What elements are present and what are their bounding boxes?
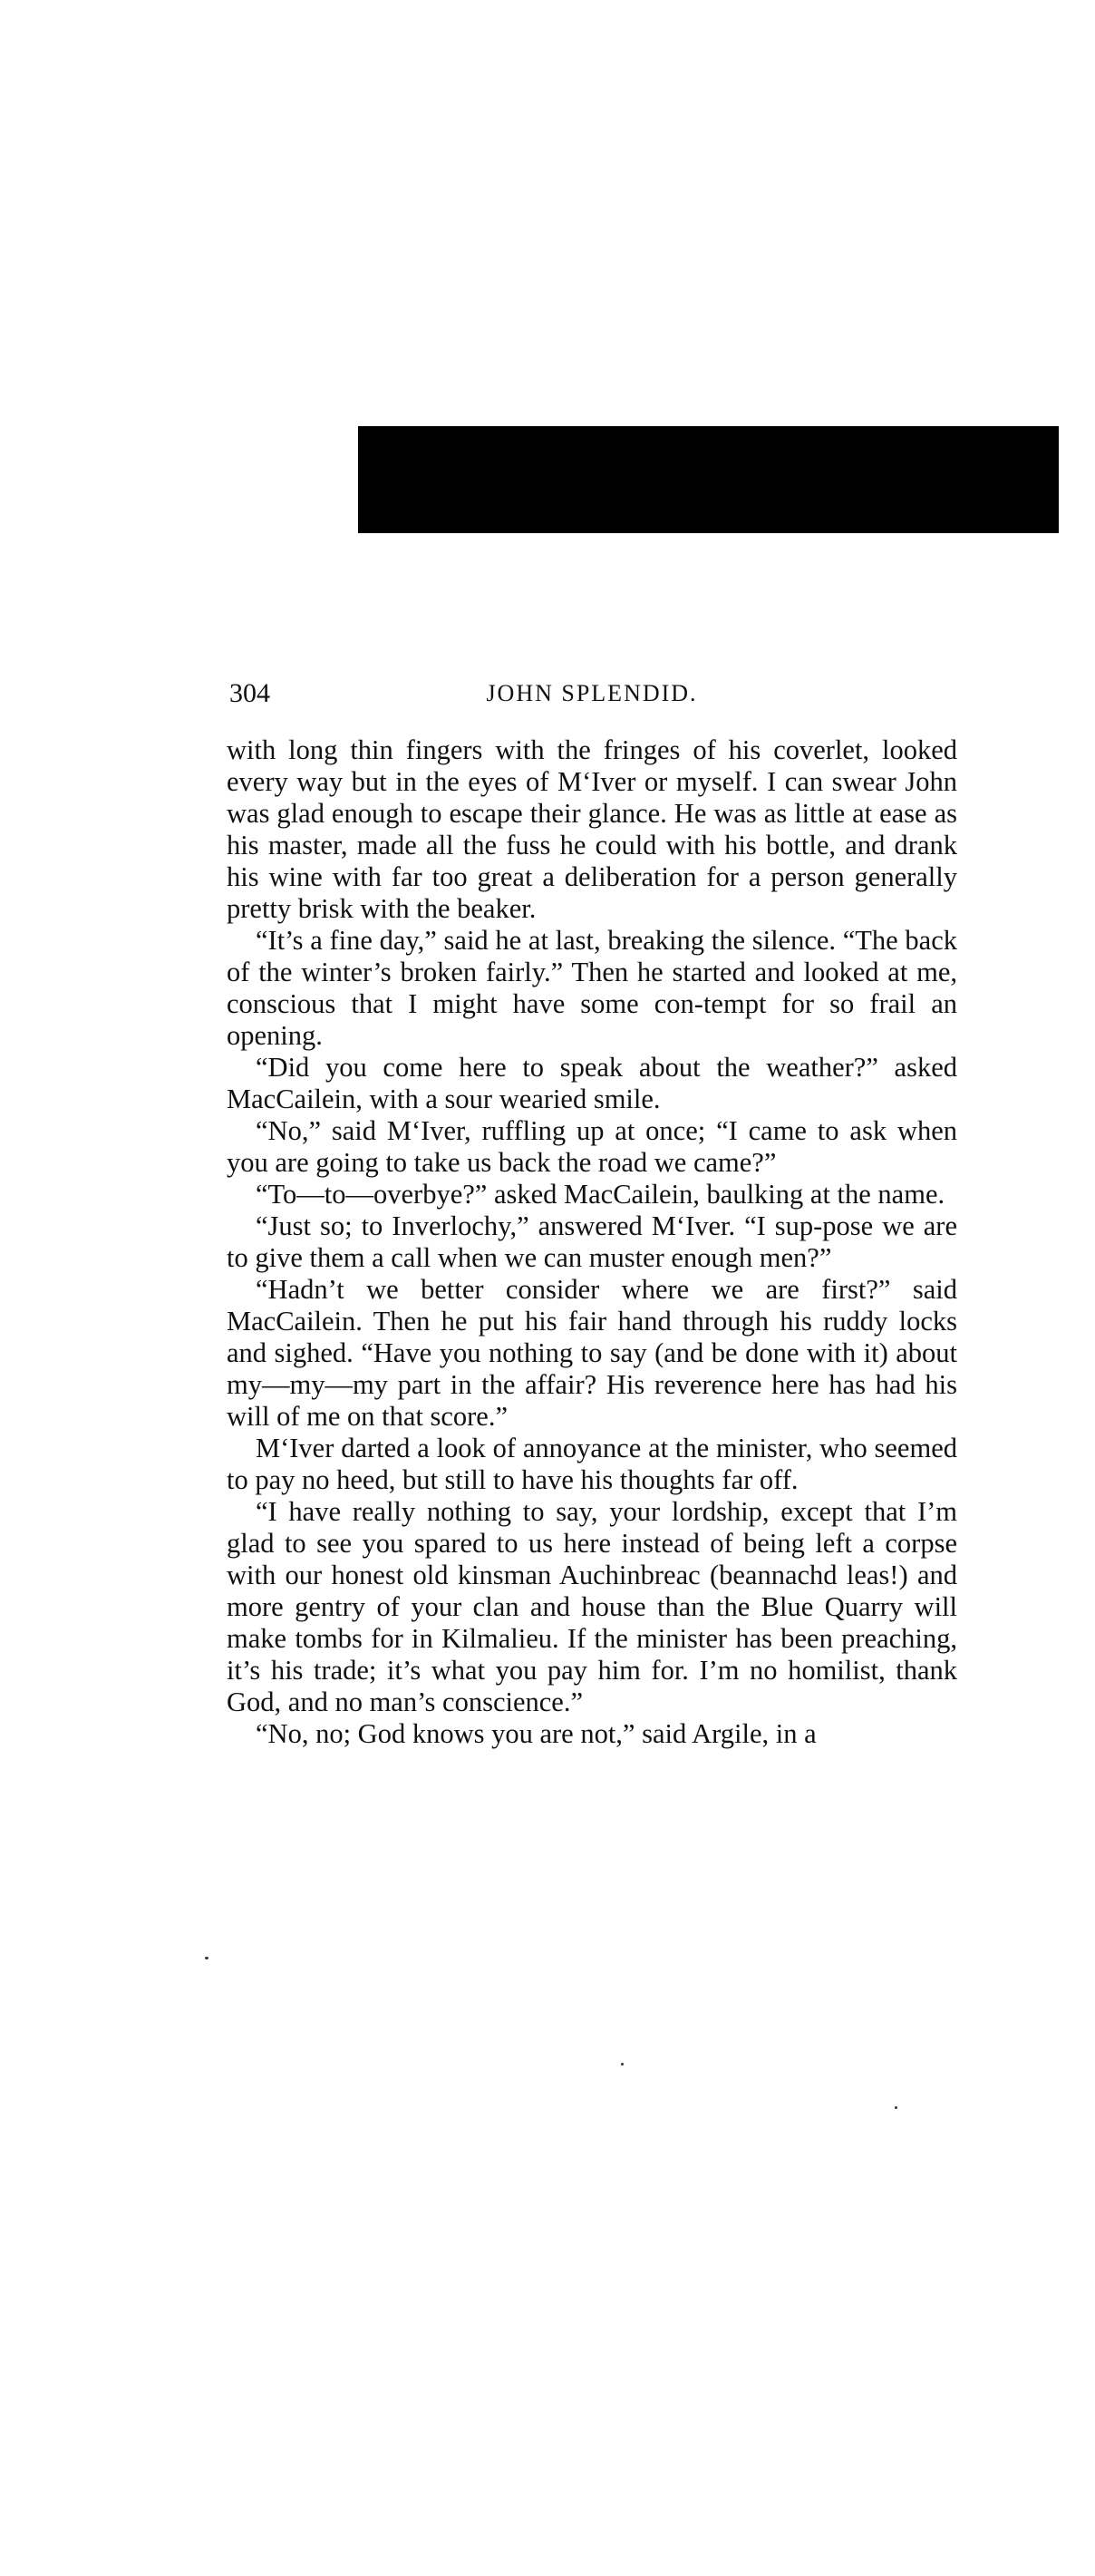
paragraph: “To—to—overbye?” asked MacCailein, baulking at the name. xyxy=(256,1179,945,1210)
scan-speck xyxy=(895,2106,897,2109)
redaction-bar xyxy=(358,426,1059,533)
paragraph: “Did you come here to speak about the weather?” asked MacCailein, with a sour wearied smile. xyxy=(227,1052,957,1114)
paragraph: “It’s a fine day,” said he at last, breaking the silence. “The back of the winter’s broken fairly.” Then he started and looked at me, conscious that I might have some con-tempt for so frail an opening. xyxy=(227,925,957,1051)
body-text xyxy=(227,734,957,1750)
running-title: JOHN SPLENDID. xyxy=(486,680,698,706)
paragraph: “Just so; to Inverlochy,” answered M‘Iver. “I sup-pose we are to give them a call when we can muster enough men?” xyxy=(227,1210,957,1273)
paragraph: “I have really nothing to say, your lordship, except that I’m glad to see you spared to us here instead of being left a corpse with our honest old kinsman Auchinbreac (beannachd leas!) and more gentry of your clan and house than the Blue Quarry will make tombs for in Kilmalieu. If the minister has been preaching, it’s his trade; it’s what you pay him for. I’m no homilist, thank God, and no man’s conscience.” xyxy=(227,1496,957,1717)
scan-speck xyxy=(205,1957,208,1959)
paragraph: “Hadn’t we better consider where we are first?” said MacCailein. Then he put his fair hand through his ruddy locks and sighed. “Have you nothing to say (and be done with it) about my—my—my part in the affair? His reverence here has had his will of me on that score.” xyxy=(227,1274,957,1432)
paragraph: “No, no; God knows you are not,” said Argile, in a xyxy=(256,1718,817,1749)
page-header xyxy=(227,678,957,714)
book-page xyxy=(227,678,957,1750)
paragraph: “No,” said M‘Iver, ruffling up at once; “I came to ask when you are going to take us back the road we came?” xyxy=(227,1115,957,1178)
page-number: 304 xyxy=(229,678,270,708)
scan-speck xyxy=(621,2063,624,2066)
paragraph: with long thin fingers with the fringes of his coverlet, looked every way but in the eyes of M‘Iver or myself. I can swear John was glad enough to escape their glance. He was as little at ease as his master, made all the fuss he could with his bottle, and drank his wine with far too great a deliberation for a person generally pretty brisk with the beaker. xyxy=(227,734,957,924)
paragraph: M‘Iver darted a look of annoyance at the minister, who seemed to pay no heed, but still to have his thoughts far off. xyxy=(227,1433,957,1495)
